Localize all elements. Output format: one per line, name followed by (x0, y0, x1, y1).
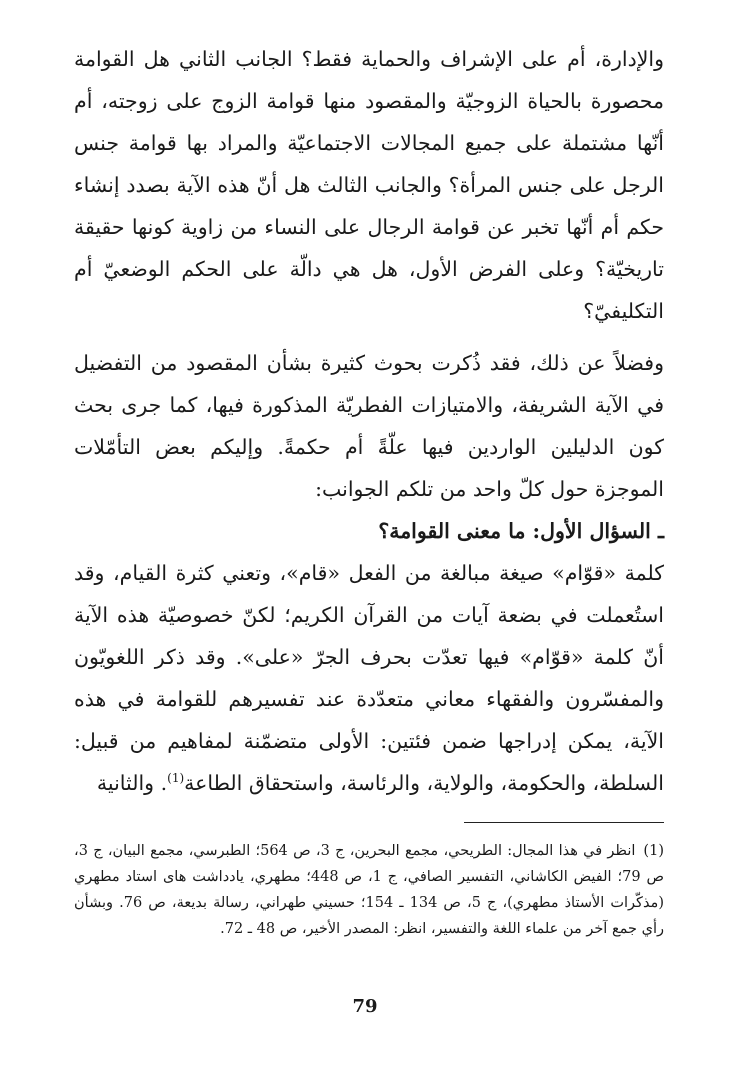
footnote-number: (1) (643, 843, 664, 859)
paragraph-2: وفضلاً عن ذلك، فقد ذُكرت بحوث كثيرة بشأن المقصود من التفضيل في الآية الشريفة، والامتيازات الفطريّة المذكورة فيها، كما جرى بحث كون الدليلين الواردين فيها علّةً أم حكمةً. وإليكم بعض التأمّلات الموجزة حول كلّ واحد من تلكم الجوانب: (74, 351, 664, 501)
footnote-text: انظر في هذا المجال: الطريحي، مجمع البحرين، ج 3، ص 564؛ الطبرسي، مجمع البيان، ج 3، ص 79؛ الفيض الكاشاني، التفسير الصافي، ج 1، ص 448؛ مطهري، يادداشت هاى استاد مطهري (مذكّرات الأستاذ مطهري)، ج 5، ص 134 ـ 154؛ حسيني طهراني، رسالة بديعة، ص 76. وبشأن رأي جمع آخر من علماء اللغة والتفسير، انظر: المصدر الأخير، ص 48 ـ 72. (74, 843, 664, 937)
paragraph-3 (74, 552, 664, 804)
footnote-reference[interactable]: (1) (167, 771, 185, 786)
book-page (74, 38, 664, 1058)
paragraph-3-tail: . والثانية (96, 771, 168, 795)
footnote-1 (74, 838, 664, 942)
page-number: 79 (352, 996, 378, 1017)
paragraph-3-text: كلمة «قوّام» صيغة مبالغة من الفعل «قام»، وتعني كثرة القيام، وقد استُعملت في بضعة آيات من القرآن الكريم؛ لكنّ خصوصيّة هذه الآية أنّ كلمة «قوّام» فيها تعدّت بحرف الجرّ «على». وقد ذكر اللغويّون والمفسّرون والفقهاء معاني متعدّدة عند تفسيرهم للقوامة في هذه الآية، يمكن إدراجها ضمن فئتين: الأولى متضمّنة لمفاهيم من قبيل: السلطة، والحكومة، والولاية، والرئاسة، واستحقاق الطاعة (74, 561, 664, 795)
paragraph-1: والإدارة، أم على الإشراف والحماية فقط؟ الجانب الثاني هل القوامة محصورة بالحياة الزوجيّة والمقصود منها قوامة الزوج على زوجته، أم أنّها مشتملة على جميع المجالات الاجتماعيّة والمراد بها قوامة جنس الرجل على جنس المرأة؟ والجانب الثالث هل أنّ هذه الآية بصدد إنشاء حكم أم أنّها تخبر عن قوامة الرجال على النساء من زاوية كونها حقيقة تاريخيّة؟ وعلى الفرض الأول، هل هي دالّة على الحكم الوضعيّ أم التكليفيّ؟ (74, 47, 664, 323)
footnotes (74, 838, 664, 942)
footnote-divider (464, 822, 664, 823)
section-heading: ـ السؤال الأول: ما معنى القوامة؟ (378, 519, 664, 543)
